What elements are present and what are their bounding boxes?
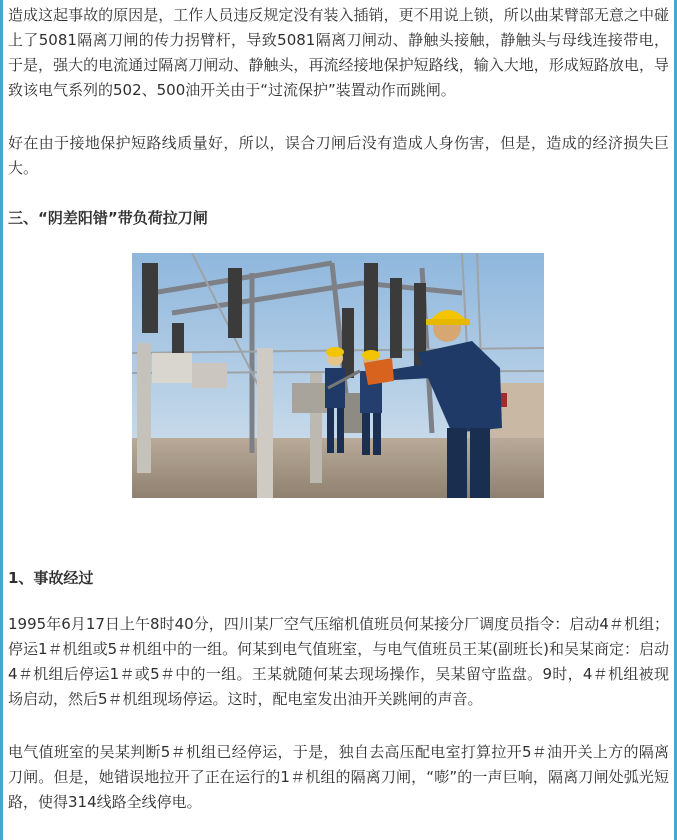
substation-illustration: [132, 253, 544, 498]
subsection-heading: 1、事故经过: [8, 569, 94, 587]
section-heading: 三、“阴差阳错”带负荷拉刀闸: [8, 209, 208, 227]
paragraph-incident-process: 1995年6月17日上午8时40分，四川某厂空气压缩机值班员何某接分厂调度员指令：启动4＃机组；停运1＃机组或5＃机组中的一组。何某到电气值班室，与电气值班员王某(副班长)和吴某商定：启动4＃机组后停运1＃或5＃中的一组。王某就随何某去现场操作，吴某留守监盘。9时，4＃机组被现场启动，然后5＃机组现场停运。这时，配电室发出油开关跳闸的声音。: [8, 615, 669, 708]
paragraph-accident-cause: 造成这起事故的原因是，工作人员违反规定没有装入插销，更不用说上锁，所以曲某臂部无意之中碰上了5081隔离刀闸的传力拐臂杆，导致5081隔离刀闸动、静触头接触，静触头与母线连接带电，于是，强大的电流通过隔离刀闸动、静触头，再流经接地保护短路线，输入大地，形成短路放电，导致该电气系列的502、500油开关由于“过流保护”装置动作而跳闸。: [8, 6, 669, 99]
paragraph-wrong-switch: 电气值班室的吴某判断5＃机组已经停运，于是，独自去高压配电室打算拉开5＃油开关上方的隔离刀闸。但是，她错误地拉开了正在运行的1＃机组的隔离刀闸，“嘭”的一声巨响，隔离刀闸处弧光短路，使得314线路全线停电。: [8, 743, 669, 811]
substation-workers-photo: [132, 253, 544, 498]
paragraph-economic-loss: 好在由于接地保护短路线质量好，所以，误合刀闸后没有造成人身伤害，但是，造成的经济损失巨大。: [8, 134, 669, 177]
left-border: [0, 0, 3, 840]
